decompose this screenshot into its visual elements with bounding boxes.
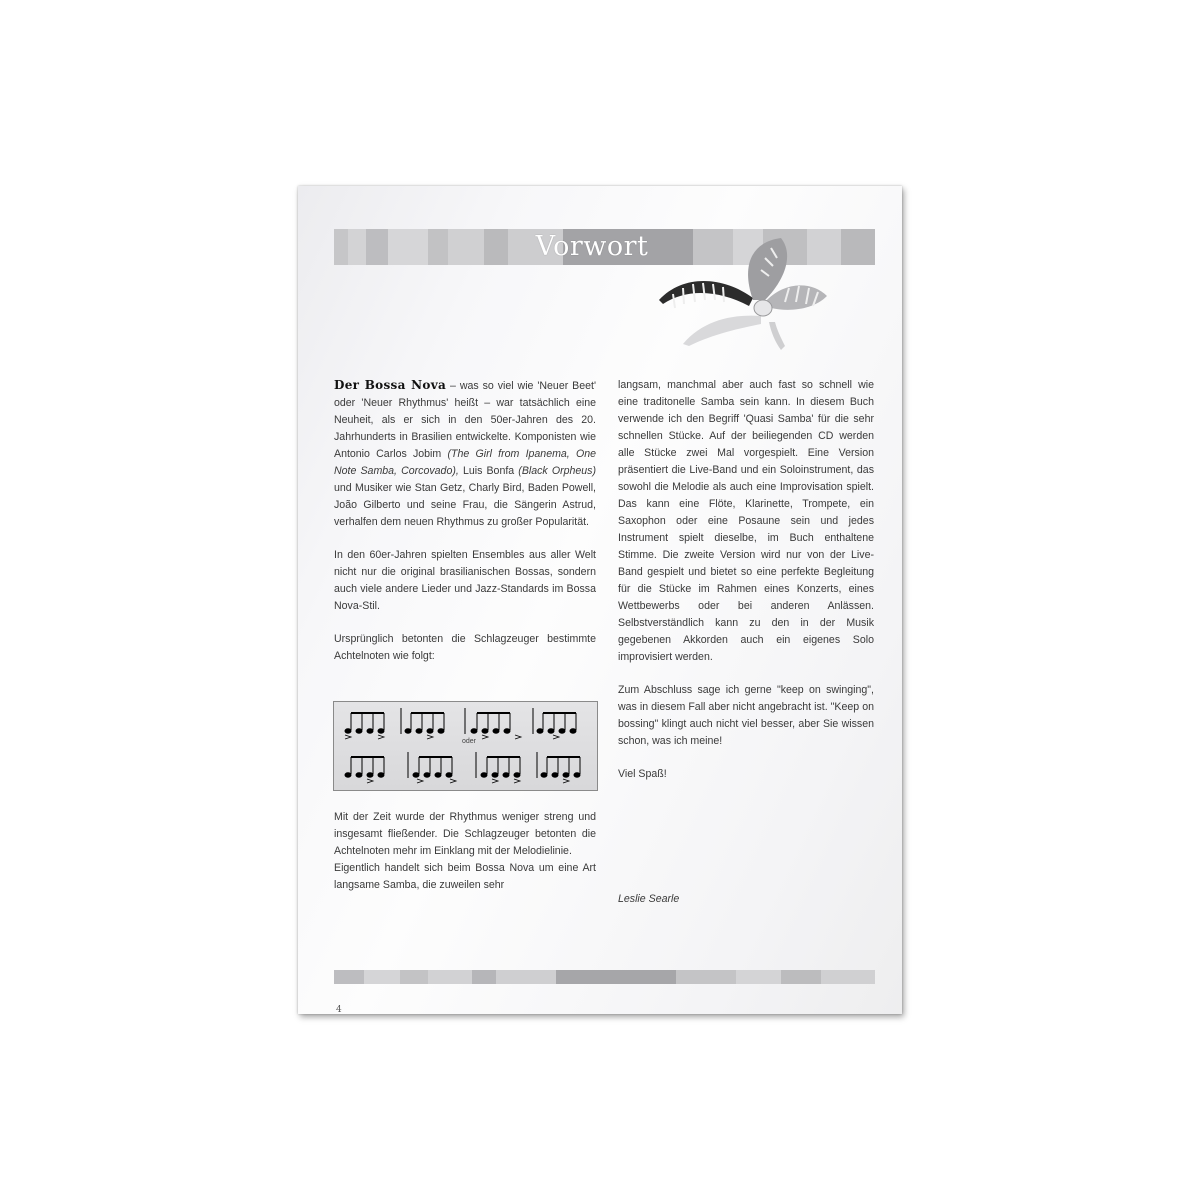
right-column: [618, 377, 874, 799]
footer-band: [334, 970, 875, 984]
paragraph-60er: In den 60er-Jahren spielten Ensembles aus aller Welt nicht nur die original brasilianischen Bossas, sondern auch viele andere Lieder und Jazz-Standards im Bossa Nova-Stil.: [334, 549, 596, 612]
intro-text-b: Luis Bonfa: [458, 465, 519, 477]
intro-lead: Der Bossa Nova: [334, 378, 447, 392]
author-signature: Leslie Searle: [618, 893, 680, 905]
intro-text-c: und Musiker wie Stan Getz, Charly Bird, Baden Powell, João Gilberto und seine Frau, die Sängerin Astrud, verhalfen dem neuen Rhythmus zu großer Popularität.: [334, 482, 596, 528]
page-number: 4: [336, 1005, 342, 1015]
document-page: [298, 186, 902, 1014]
intro-italic-2: (Black Orpheus): [518, 465, 597, 477]
page-title: Vorwort: [535, 231, 649, 262]
notation-oder-label: oder: [461, 738, 476, 745]
paragraph-langsam: langsam, manchmal aber auch fast so schnell wie eine traditonelle Samba sein kann. In diesem Buch verwende ich den Begriff 'Quasi Samba' für die sehr schnellen Stücke. Auf der beiliegenden CD werden alle Stücke zwei Mal vorgespielt. Eine Version präsentiert die Live-Band und ein Soloinstrument, das sowohl die Melodie als auch eine Improvisation spielt. Das kann eine Flöte, Klarinette, Trompete, ein Saxophon oder eine Posaune sein und jedes Instrument spielt dieselbe, im Buch enthaltene Stimme. Die zweite Version wird nur von der Live-Band gespielt und bietet so eine perfekte Begleitung für die Stücke im Rahmen eines Konzerts, eines Wettbewerbs oder bei anderen Anlässen. Selbstverständlich kann zu den in der Musik gegebenen Akkorden auch ein eigenes Solo improvisiert werden.: [618, 379, 874, 663]
left-column-continued: [334, 809, 596, 894]
intro-paragraph: [334, 377, 596, 531]
intro-text-a: – was so viel wie 'Neuer Beet' oder 'Neuer Rhythmus' heißt – war tatsächlich eine Neuheit, als er sich in den 50er-Jahren des 20. Jahrhunderts in Brasilien entwickelte. Komponisten wie Antonio Carlos Jobim: [334, 380, 596, 460]
paragraph-rhythmus: Mit der Zeit wurde der Rhythmus weniger streng und insgesamt fließender. Die Schlagzeuger betonten die Achtelnoten mehr im Einklang mit der Melodielinie.: [334, 811, 596, 857]
paragraph-achtelnoten: Ursprünglich betonten die Schlagzeuger bestimmte Achtelnoten wie folgt:: [334, 633, 596, 662]
palm-piano-emblem-icon: [653, 236, 843, 351]
paragraph-viel-spass: Viel Spaß!: [618, 768, 667, 780]
left-column: [334, 377, 596, 681]
rhythm-notation-icon: [334, 702, 597, 790]
paragraph-eigentlich: Eigentlich handelt sich beim Bossa Nova um eine Art langsame Samba, die zuweilen sehr: [334, 862, 596, 891]
intro-italic-1: (The Girl from Ipanema, One Note Samba, Corcovado),: [334, 448, 596, 477]
paragraph-abschluss: Zum Abschluss sage ich gerne "keep on swinging", was in diesem Fall aber nicht angebracht ist. "Keep on bossing" klingt auch nicht viel besser, aber Sie wissen schon, was ich meine!: [618, 684, 874, 747]
rhythm-notation-figure: [333, 701, 598, 791]
